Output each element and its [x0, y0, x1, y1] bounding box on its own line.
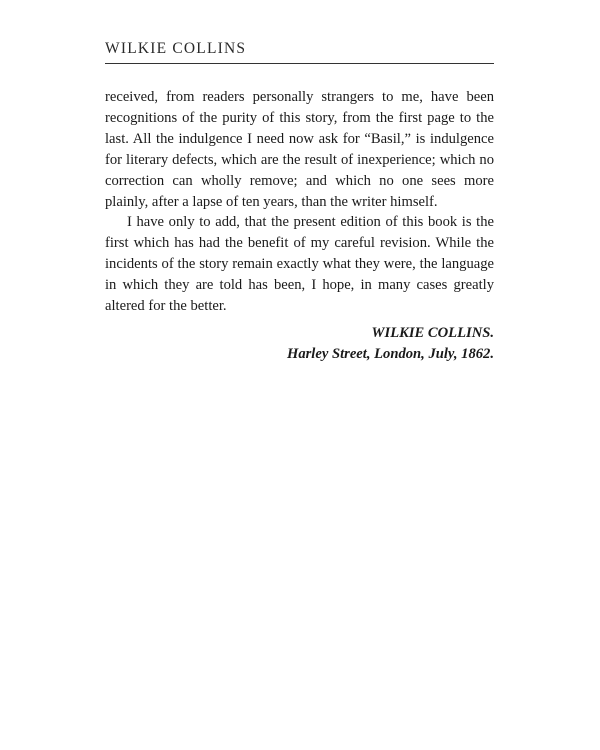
signature-block: [105, 323, 494, 365]
paragraph: I have only to add, that the present edition of this book is the first which has had the benefit of my careful revision. While the incidents of the story remain exactly what they were, the language in which they are told has been, I hope, in many cases greatly altered for the better.: [105, 214, 494, 315]
header-rule: [105, 63, 494, 64]
body-text: [105, 87, 494, 317]
paragraph: received, from readers personally strangers to me, have been recognitions of the purity of this story, from the first page to the last. All the indulgence I need now ask for “Basil,” is indulgence for literary defects, which are the result of inexperience; which no correction can wholly remove; and which no one sees more plainly, after a lapse of ten years, than the writer himself.: [105, 89, 494, 210]
place-date-line: Harley Street, London, July, 1862.: [286, 345, 494, 362]
running-head: WILKIE COLLINS: [105, 40, 247, 57]
author-signature: WILKIE COLLINS.: [371, 325, 494, 341]
